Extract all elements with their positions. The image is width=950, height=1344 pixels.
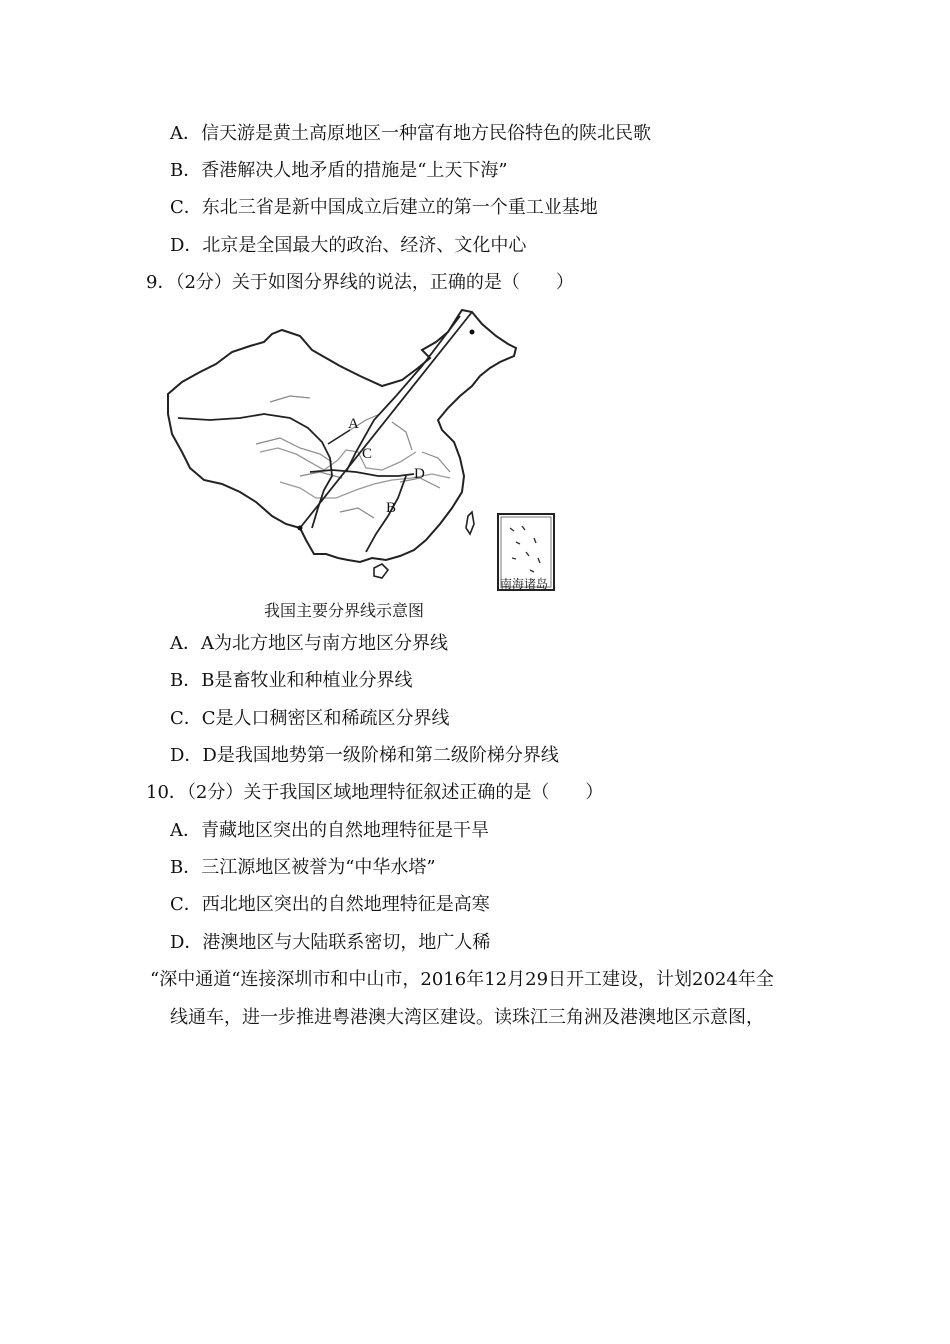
inset-label: 南海诸岛 — [500, 577, 549, 591]
q10-option-a: A．青藏地区突出的自然地理特征是干旱 — [170, 820, 489, 841]
q8-option-d: D．北京是全国最大的政治、经济、文化中心 — [170, 235, 527, 256]
q8-option-c: C．东北三省是新中国成立后建立的第一个重工业基地 — [170, 197, 598, 218]
boundary-c — [300, 312, 472, 528]
q10-option-b: B．三江源地区被誉为“中华水塔” — [170, 857, 436, 878]
q9-option-c: C．C是人口稠密区和稀疏区分界线 — [170, 708, 450, 729]
heihe-dot — [470, 330, 475, 335]
tengchong-dot — [298, 526, 303, 531]
china-boundary-map — [160, 302, 560, 594]
q9-option-a: A．A为北方地区与南方地区分界线 — [170, 633, 448, 654]
q8-option-b: B．香港解决人地矛盾的措施是“上天下海” — [170, 160, 508, 181]
passage-line-2: 线通车，进一步推进粤港澳大湾区建设。读珠江三角洲及港澳地区示意图， — [170, 1007, 764, 1028]
q8-option-a: A．信天游是黄土高原地区一种富有地方民俗特色的陕北民歌 — [170, 123, 651, 144]
label-a: A — [348, 416, 359, 432]
q10-option-c: C．西北地区突出的自然地理特征是高寒 — [170, 894, 490, 915]
taiwan-island — [466, 512, 474, 534]
q10-option-d: D．港澳地区与大陆联系密切，地广人稀 — [170, 932, 491, 953]
label-b: B — [386, 500, 397, 516]
label-c: C — [362, 446, 373, 462]
q9-option-d: D．D是我国地势第一级阶梯和第二级阶梯分界线 — [170, 745, 559, 766]
hainan-island — [374, 564, 388, 578]
boundary-a — [178, 414, 332, 528]
south-sea-inset — [498, 514, 554, 591]
yellow-river — [260, 448, 416, 470]
map-caption: 我国主要分界线示意图 — [264, 601, 425, 620]
q9-stem: 9．（2分）关于如图分界线的说法，正确的是（ ） — [146, 272, 574, 293]
q9-option-b: B．B是畜牧业和种植业分界线 — [170, 670, 413, 691]
passage-line-1: “深中通道“连接深圳市和中山市，2016年12月29日开工建设，计划2024年全 — [150, 969, 774, 990]
boundary-a-branch — [328, 430, 350, 444]
label-d: D — [414, 466, 425, 482]
q10-stem: 10．（2分）关于我国区域地理特征叙述正确的是（ ） — [146, 782, 604, 803]
